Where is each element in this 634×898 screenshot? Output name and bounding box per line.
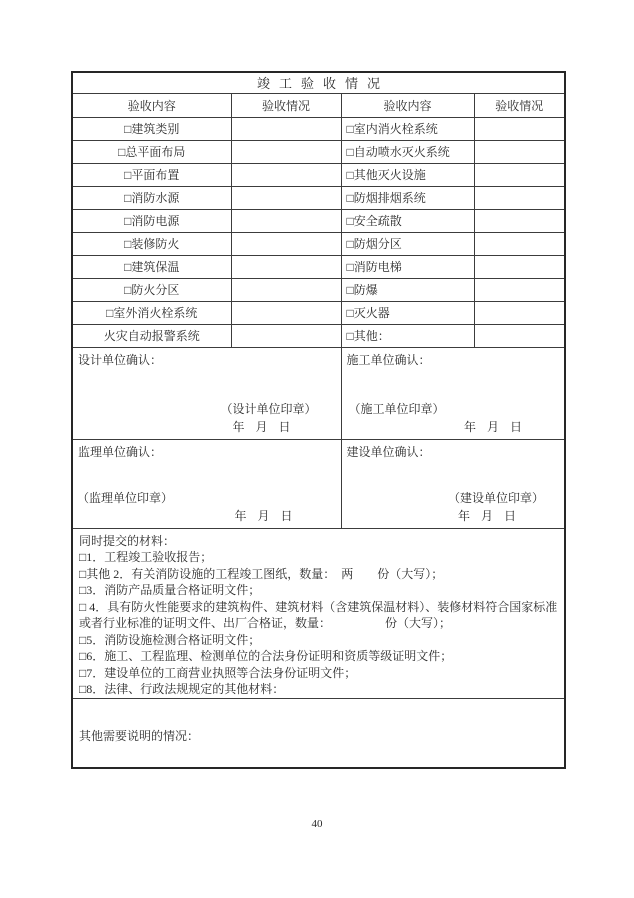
table-row xyxy=(72,301,565,324)
acceptance-item-label: □灭火器 xyxy=(341,301,474,324)
confirmation-row xyxy=(72,347,565,439)
acceptance-status-cell xyxy=(231,117,341,140)
acceptance-status-cell xyxy=(231,301,341,324)
col-header-content-left: 验收内容 xyxy=(72,93,231,117)
acceptance-status-cell xyxy=(231,186,341,209)
acceptance-status-cell xyxy=(474,324,565,347)
acceptance-item-label: □装修防火 xyxy=(72,232,231,255)
materials-heading: 同时提交的材料： xyxy=(79,533,176,548)
materials-item: □3．消防产品质量合格证明文件； xyxy=(79,583,261,597)
acceptance-item-label: □安全疏散 xyxy=(341,209,474,232)
table-row xyxy=(72,255,565,278)
materials-item: □8．法律、行政法规规定的其他材料： xyxy=(79,682,285,696)
acceptance-item-label: □自动喷水灭火系统 xyxy=(341,140,474,163)
supervision-confirmation-label: 监理单位确认： xyxy=(78,444,163,459)
design-confirmation-label: 设计单位确认： xyxy=(78,352,163,367)
col-header-content-right: 验收内容 xyxy=(341,93,474,117)
materials-row xyxy=(72,528,565,698)
materials-item: □1．工程竣工验收报告； xyxy=(79,550,213,564)
acceptance-status-cell xyxy=(474,186,565,209)
supervision-date-line: 年 月 日 xyxy=(234,508,293,523)
acceptance-item-label: □消防水源 xyxy=(72,186,231,209)
submitted-materials-cell xyxy=(72,528,565,698)
acceptance-item-label: □平面布置 xyxy=(72,163,231,186)
acceptance-item-label: □消防电源 xyxy=(72,209,231,232)
acceptance-status-cell xyxy=(474,140,565,163)
design-unit-confirmation-cell xyxy=(72,347,341,439)
acceptance-item-label: □消防电梯 xyxy=(341,255,474,278)
acceptance-item-label: □防火分区 xyxy=(72,278,231,301)
build-date-line: 年 月 日 xyxy=(458,508,517,523)
acceptance-status-cell xyxy=(474,278,565,301)
acceptance-item-label: □其他灭火设施 xyxy=(341,163,474,186)
acceptance-item-label: □其他： xyxy=(341,324,474,347)
table-row xyxy=(72,163,565,186)
acceptance-status-cell xyxy=(474,209,565,232)
acceptance-status-cell xyxy=(474,163,565,186)
acceptance-status-cell xyxy=(231,140,341,163)
build-unit-confirmation-cell xyxy=(341,439,565,528)
acceptance-item-label: 火灾自动报警系统 xyxy=(72,324,231,347)
materials-item: □ 4．具有防火性能要求的建筑构件、建筑材料（含建筑保温材料）、装修材料符合国家标准或者行业标准的证明文件、出厂合格证，数量： 份（大写）； xyxy=(79,599,558,630)
acceptance-item-label: □防烟分区 xyxy=(341,232,474,255)
build-confirmation-label: 建设单位确认： xyxy=(346,444,431,459)
table-row xyxy=(72,140,565,163)
col-header-status-right: 验收情况 xyxy=(474,93,565,117)
acceptance-item-label: □总平面布局 xyxy=(72,140,231,163)
acceptance-status-cell xyxy=(474,117,565,140)
table-row xyxy=(72,278,565,301)
acceptance-item-label: □防爆 xyxy=(341,278,474,301)
acceptance-item-label: □防烟排烟系统 xyxy=(341,186,474,209)
construction-seal-placeholder: （施工单位印章） xyxy=(348,401,445,416)
confirmation-row xyxy=(72,439,565,528)
construction-date-line: 年 月 日 xyxy=(464,419,523,434)
table-row xyxy=(72,117,565,140)
completion-acceptance-table xyxy=(71,71,566,769)
construction-unit-confirmation-cell xyxy=(341,347,565,439)
supervision-seal-placeholder: （监理单位印章） xyxy=(77,490,174,505)
column-header-row xyxy=(72,93,565,117)
page-number: 40 xyxy=(311,818,323,830)
other-notes-heading: 其他需要说明的情况： xyxy=(79,728,200,743)
materials-item: □6．施工、工程监理、检测单位的合法身份证明和资质等级证明文件； xyxy=(79,649,453,663)
table-row xyxy=(72,232,565,255)
acceptance-item-label: □室内消火栓系统 xyxy=(341,117,474,140)
other-notes-cell xyxy=(72,698,565,768)
materials-item: □7．建设单位的工商营业执照等合法身份证明文件； xyxy=(79,665,357,680)
materials-item: □5．消防设施检测合格证明文件； xyxy=(79,632,261,647)
acceptance-item-label: □建筑保温 xyxy=(72,255,231,278)
acceptance-status-cell xyxy=(474,232,565,255)
supervision-unit-confirmation-cell xyxy=(72,439,341,528)
other-notes-row xyxy=(72,698,565,768)
acceptance-item-label: □室外消火栓系统 xyxy=(72,301,231,324)
acceptance-status-cell xyxy=(231,324,341,347)
table-row xyxy=(72,324,565,347)
acceptance-status-cell xyxy=(231,255,341,278)
acceptance-status-cell xyxy=(231,163,341,186)
acceptance-status-cell xyxy=(474,255,565,278)
table-row xyxy=(72,186,565,209)
construction-confirmation-label: 施工单位确认： xyxy=(346,352,431,367)
acceptance-status-cell xyxy=(231,278,341,301)
acceptance-status-cell xyxy=(474,301,565,324)
acceptance-status-cell xyxy=(231,232,341,255)
table-title: 竣工验收情况 xyxy=(72,72,565,93)
table-title-row xyxy=(72,72,565,93)
acceptance-item-label: □建筑类别 xyxy=(72,117,231,140)
materials-item: □其他 2．有关消防设施的工程竣工图纸，数量： 两 份（大写）； xyxy=(79,566,444,581)
col-header-status-left: 验收情况 xyxy=(231,93,341,117)
design-date-line: 年 月 日 xyxy=(232,419,291,434)
design-seal-placeholder: （设计单位印章） xyxy=(220,401,317,416)
acceptance-status-cell xyxy=(231,209,341,232)
build-seal-placeholder: （建设单位印章） xyxy=(448,490,545,505)
table-row xyxy=(72,209,565,232)
